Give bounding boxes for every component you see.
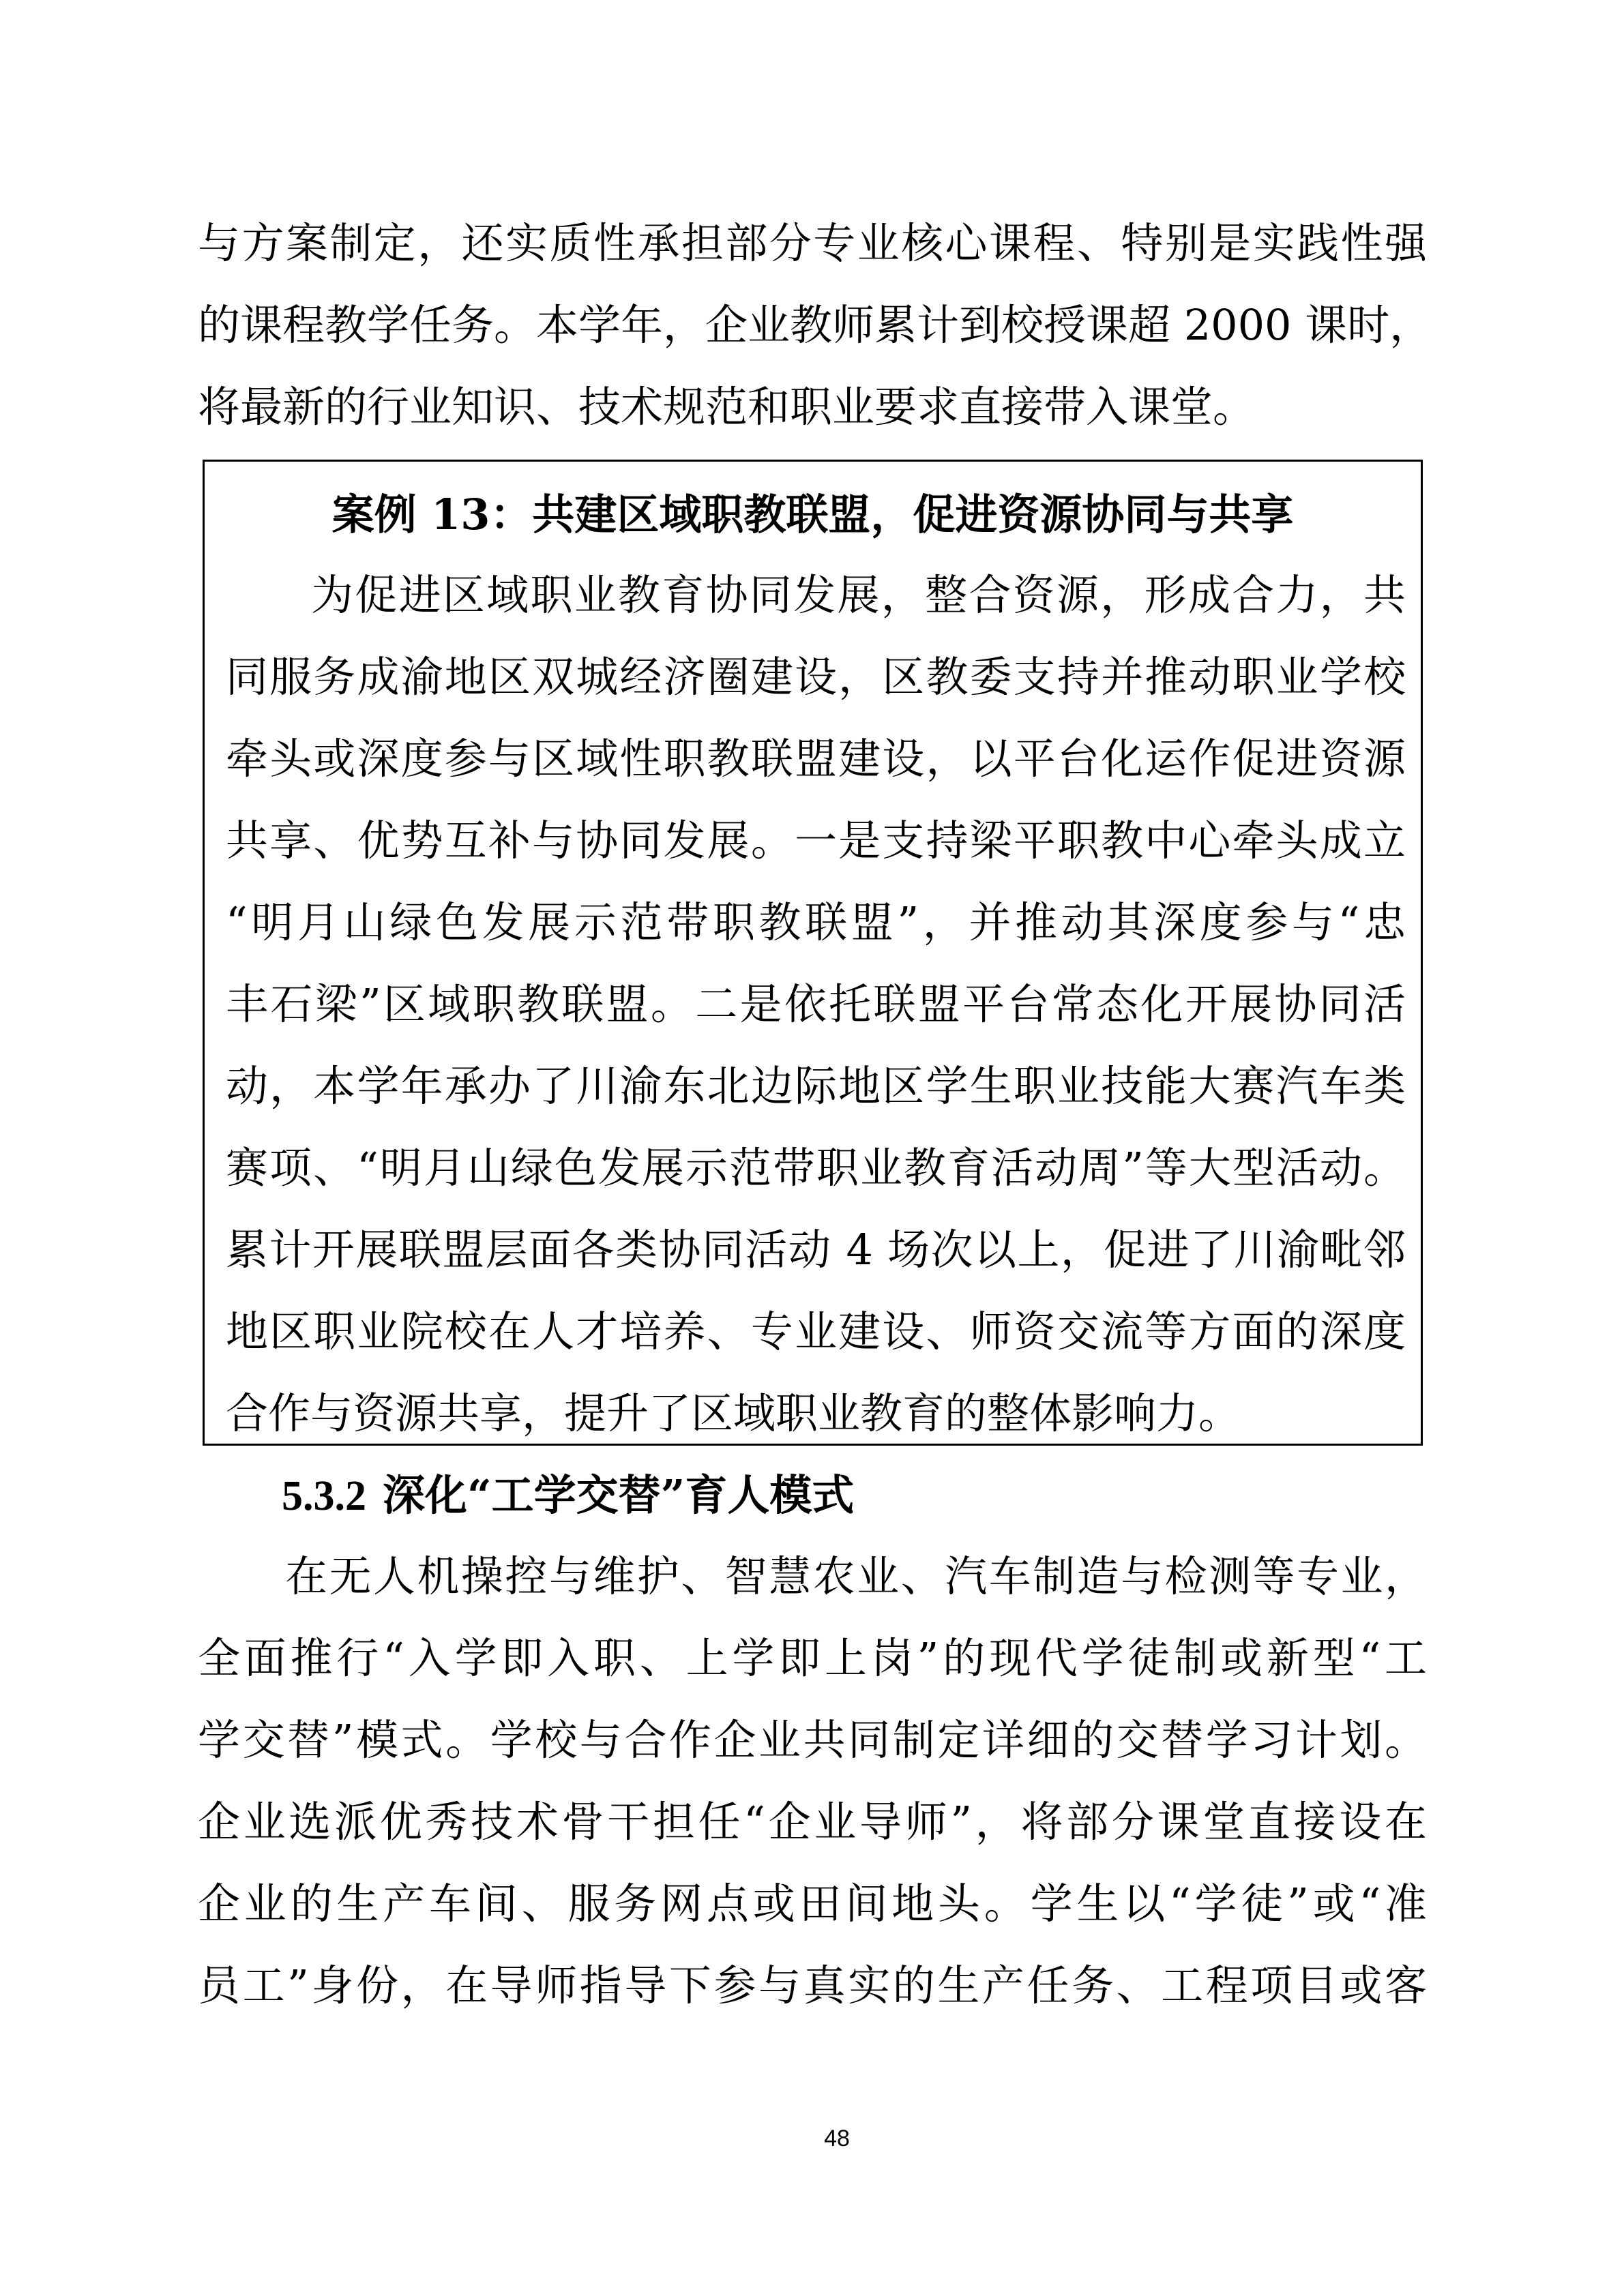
case-study-line: 共享、优势互补与协同发展。一是支持梁平职教中心牵头成立 [226, 816, 1406, 865]
case-study-line: 牵头或深度参与区域性职教联盟建设，以平台化运作促进资源 [226, 734, 1406, 784]
intro-paragraph-line: 将最新的行业知识、技术规范和职业要求直接带入课堂。 [198, 382, 1256, 432]
intro-paragraph-line: 与方案制定，还实质性承担部分专业核心课程、特别是实践性强 [198, 218, 1427, 268]
section-paragraph-line: 在无人机操控与维护、智慧农业、汽车制造与检测等专业， [285, 1551, 1427, 1601]
section-paragraph-line: 企业的生产车间、服务网点或田间地头。学生以“学徒”或“准 [198, 1879, 1427, 1928]
case-study-line: 丰石梁”区域职教联盟。二是依托联盟平台常态化开展协同活 [226, 979, 1406, 1029]
case-study-line: 地区职业院校在人才培养、专业建设、师资交流等方面的深度 [226, 1307, 1406, 1356]
case-study-line: “明月山绿色发展示范带职教联盟”，并推动其深度参与“忠 [226, 897, 1406, 947]
section-paragraph-line: 企业选派优秀技术骨干担任“企业导师”，将部分课堂直接设在 [198, 1797, 1427, 1847]
section-paragraph-line: 学交替”模式。学校与合作企业共同制定详细的交替学习计划。 [198, 1715, 1427, 1765]
page-number: 48 [824, 2126, 850, 2151]
case-study-line: 赛项、“明月山绿色发展示范带职业教育活动周”等大型活动。 [226, 1143, 1406, 1193]
case-study-line: 合作与资源共享，提升了区域职业教育的整体影响力。 [226, 1388, 1241, 1438]
intro-paragraph-line: 的课程教学任务。本学年，企业教师累计到校授课超 2000 课时， [198, 300, 1432, 350]
case-study-title: 案例 13：共建区域职教联盟，促进资源协同与共享 [331, 490, 1294, 539]
section-title: 深化“工学交替”育人模式 [383, 1470, 855, 1520]
section-heading [282, 1468, 854, 1523]
section-paragraph-line: 员工”身份，在导师指导下参与真实的生产任务、工程项目或客 [198, 1960, 1427, 2010]
case-study-line: 动，本学年承办了川渝东北边际地区学生职业技能大赛汽车类 [226, 1061, 1406, 1111]
case-study-box [203, 460, 1423, 1446]
case-study-line: 累计开展联盟层面各类协同活动 4 场次以上，促进了川渝毗邻 [226, 1225, 1406, 1274]
case-study-line: 为促进区域职业教育协同发展，整合资源，形成合力，共 [311, 570, 1406, 620]
case-study-line: 同服务成渝地区双城经济圈建设，区教委支持并推动职业学校 [226, 652, 1406, 702]
section-number: 5.3.2 [282, 1473, 366, 1519]
section-paragraph-line: 全面推行“入学即入职、上学即上岗”的现代学徒制或新型“工 [198, 1633, 1427, 1683]
